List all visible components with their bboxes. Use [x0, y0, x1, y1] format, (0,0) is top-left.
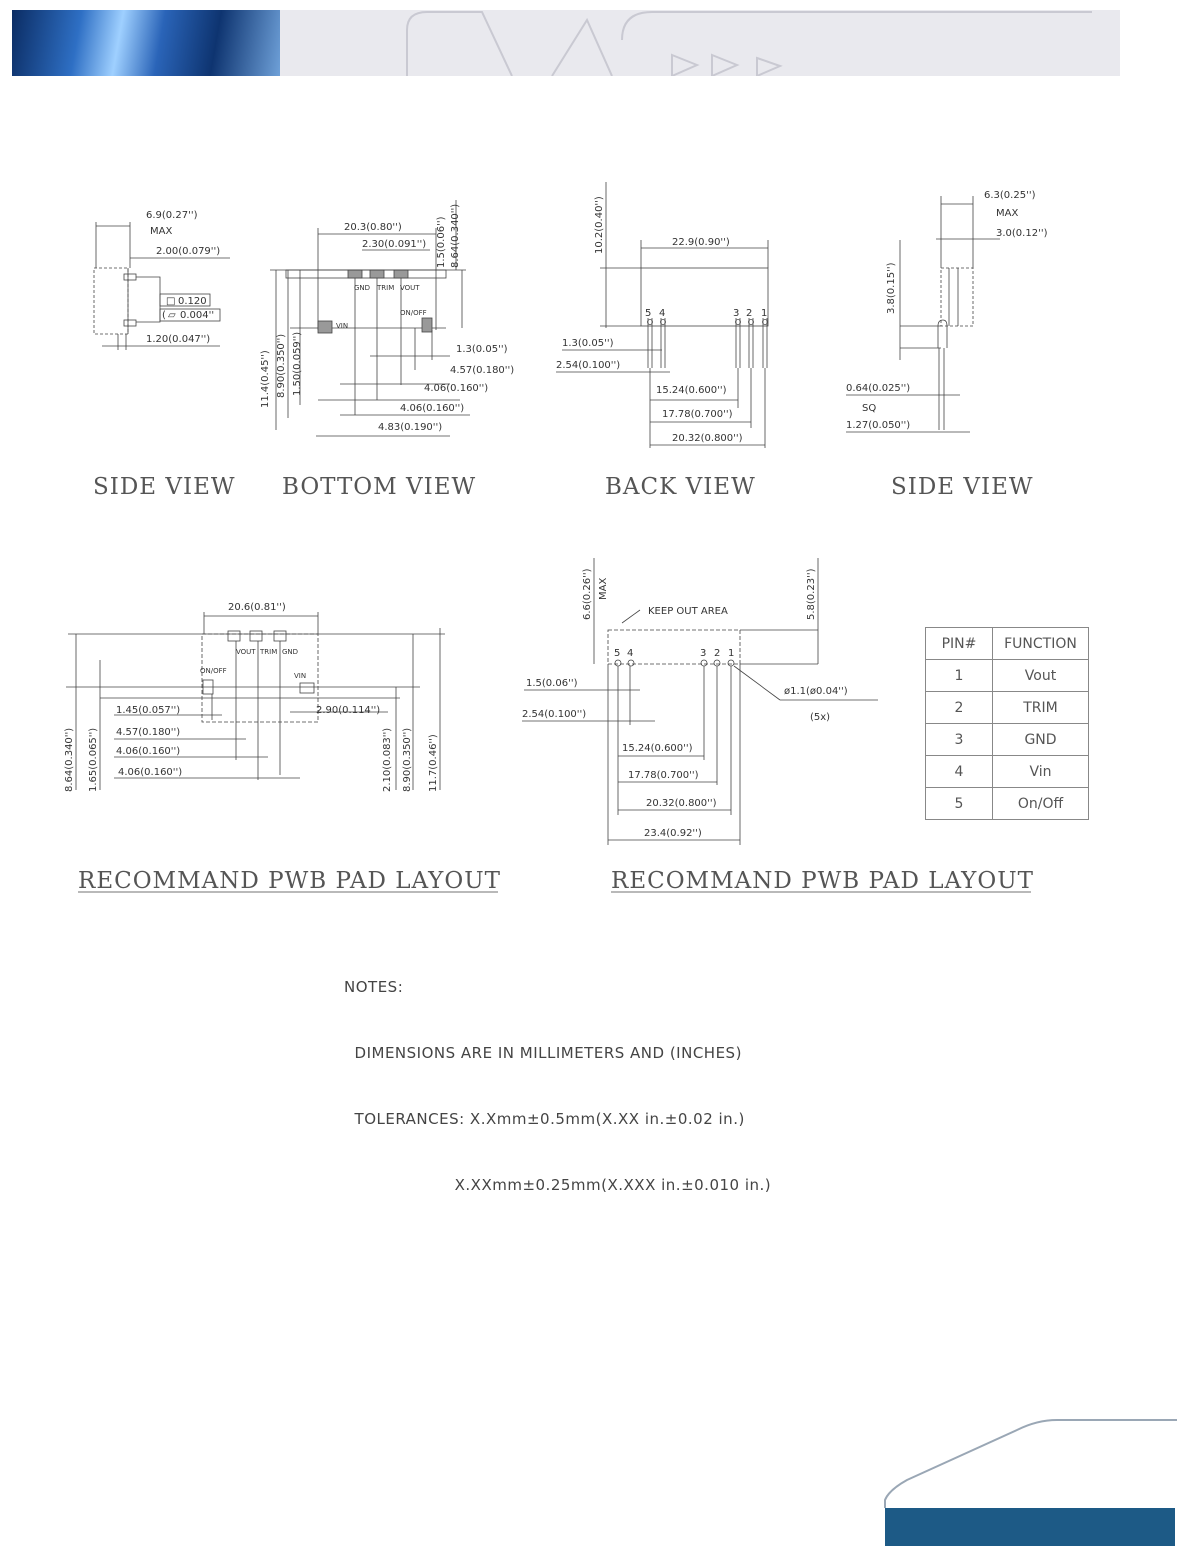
svg-text:2.30(0.091''): 2.30(0.091''): [362, 239, 427, 250]
svg-text:1.5(0.06''): 1.5(0.06''): [526, 678, 578, 689]
svg-text:□: □: [166, 296, 176, 307]
svg-text:4: 4: [659, 308, 666, 319]
svg-text:0.004'': 0.004'': [180, 310, 215, 321]
pin-number: 2: [926, 692, 993, 724]
svg-text:MAX: MAX: [598, 577, 609, 600]
svg-text:17.78(0.700''): 17.78(0.700''): [628, 770, 699, 781]
pin-number: 4: [926, 756, 993, 788]
svg-text:3.0(0.12''): 3.0(0.12''): [996, 228, 1048, 239]
table-row: [926, 660, 1089, 692]
back-view: [556, 182, 768, 500]
svg-text:ø1.1(ø0.04''): ø1.1(ø0.04''): [784, 686, 848, 697]
pad-layout-1: [64, 602, 501, 894]
svg-text:4.06(0.160''): 4.06(0.160''): [118, 767, 183, 778]
svg-text:VOUT: VOUT: [236, 648, 256, 656]
svg-text:23.4(0.92''): 23.4(0.92''): [644, 828, 702, 839]
svg-text:5.8(0.23''): 5.8(0.23''): [806, 568, 817, 620]
svg-text:SQ: SQ: [862, 403, 877, 414]
svg-text:KEEP OUT AREA: KEEP OUT AREA: [648, 606, 728, 617]
pin-function: On/Off: [993, 788, 1089, 820]
svg-text:1: 1: [728, 648, 735, 659]
svg-text:3: 3: [700, 648, 707, 659]
svg-text:11.4(0.45''): 11.4(0.45''): [260, 350, 271, 408]
notes-tolerance-2: X.XXmm±0.25mm(X.XXX in.±0.010 in.): [344, 1176, 772, 1194]
svg-text:6.9(0.27''): 6.9(0.27''): [146, 210, 198, 221]
table-header-row: [926, 628, 1089, 660]
pin-function: Vout: [993, 660, 1089, 692]
svg-text:RECOMMAND PWB PAD LAYOUT: RECOMMAND PWB PAD LAYOUT: [611, 868, 1034, 894]
pin-function: Vin: [993, 756, 1089, 788]
svg-text:2: 2: [714, 648, 721, 659]
svg-text:▱: ▱: [168, 310, 176, 321]
svg-text:0.64(0.025''): 0.64(0.025''): [846, 383, 911, 394]
svg-text:1.5(0.06''): 1.5(0.06''): [436, 216, 447, 268]
svg-text:3.8(0.15''): 3.8(0.15''): [886, 262, 897, 314]
pin-function: GND: [993, 724, 1089, 756]
svg-text:6.3(0.25''): 6.3(0.25''): [984, 190, 1036, 201]
svg-text:(: (: [162, 310, 166, 321]
notes-block: [344, 932, 771, 1218]
svg-text:BOTTOM VIEW: BOTTOM VIEW: [282, 474, 477, 500]
pin-function: TRIM: [993, 692, 1089, 724]
svg-text:4.06(0.160''): 4.06(0.160''): [400, 403, 465, 414]
svg-text:VIN: VIN: [336, 322, 349, 330]
svg-text:1.20(0.047''): 1.20(0.047''): [146, 334, 211, 345]
svg-text:15.24(0.600''): 15.24(0.600''): [656, 385, 727, 396]
svg-text:15.24(0.600''): 15.24(0.600''): [622, 743, 693, 754]
svg-text:MAX: MAX: [996, 208, 1019, 219]
svg-text:3: 3: [733, 308, 740, 319]
svg-text:2.00(0.079''): 2.00(0.079''): [156, 246, 221, 257]
svg-text:20.3(0.80''): 20.3(0.80''): [344, 222, 402, 233]
svg-text:SIDE VIEW: SIDE VIEW: [891, 474, 1034, 500]
svg-text:(5x): (5x): [810, 712, 831, 723]
header-function: FUNCTION: [993, 628, 1089, 660]
svg-text:TRIM: TRIM: [260, 648, 278, 656]
svg-text:1.27(0.050''): 1.27(0.050''): [846, 420, 911, 431]
svg-text:ON/OFF: ON/OFF: [200, 667, 227, 675]
svg-text:1.3(0.05''): 1.3(0.05''): [456, 344, 508, 355]
svg-text:10.2(0.40''): 10.2(0.40''): [594, 196, 605, 254]
svg-text:5: 5: [614, 648, 621, 659]
svg-text:4: 4: [627, 648, 634, 659]
header-pin: PIN#: [926, 628, 993, 660]
svg-text:1.45(0.057''): 1.45(0.057''): [116, 705, 181, 716]
svg-text:17.78(0.700''): 17.78(0.700''): [662, 409, 733, 420]
table-row: [926, 692, 1089, 724]
svg-text:BACK VIEW: BACK VIEW: [605, 474, 756, 500]
footer-decoration: [877, 1410, 1177, 1550]
svg-text:4.06(0.160''): 4.06(0.160''): [424, 383, 489, 394]
side-view-2: [846, 190, 1048, 500]
svg-text:GND: GND: [354, 284, 371, 292]
notes-dimensions: DIMENSIONS ARE IN MILLIMETERS AND (INCHES): [344, 1044, 742, 1062]
pin-number: 1: [926, 660, 993, 692]
side-view-1: [93, 210, 236, 500]
svg-text:5: 5: [645, 308, 652, 319]
svg-text:VIN: VIN: [294, 672, 307, 680]
notes-title: NOTES:: [344, 978, 404, 996]
svg-text:2.54(0.100''): 2.54(0.100''): [556, 360, 621, 371]
svg-text:4.06(0.160''): 4.06(0.160''): [116, 746, 181, 757]
svg-text:20.6(0.81''): 20.6(0.81''): [228, 602, 286, 613]
bottom-view: [260, 200, 514, 500]
svg-text:11.7(0.46''): 11.7(0.46''): [428, 734, 439, 792]
svg-text:4.83(0.190''): 4.83(0.190''): [378, 422, 443, 433]
svg-text:1.65(0.065''): 1.65(0.065''): [88, 727, 99, 792]
svg-text:8.90(0.350''): 8.90(0.350''): [276, 333, 287, 398]
svg-text:GND: GND: [282, 648, 299, 656]
svg-text:TRIM: TRIM: [377, 284, 395, 292]
svg-text:6.6(0.26''): 6.6(0.26''): [582, 568, 593, 620]
pin-number: 3: [926, 724, 993, 756]
svg-text:ON/OFF: ON/OFF: [400, 309, 427, 317]
svg-text:2: 2: [746, 308, 753, 319]
svg-text:1.50(0.059''): 1.50(0.059''): [292, 331, 303, 396]
svg-text:1: 1: [761, 308, 768, 319]
svg-text:RECOMMAND PWB PAD LAYOUT: RECOMMAND PWB PAD LAYOUT: [78, 868, 501, 894]
pin-function-table: [925, 627, 1089, 820]
svg-text:VOUT: VOUT: [400, 284, 420, 292]
table-row: [926, 788, 1089, 820]
svg-text:1.3(0.05''): 1.3(0.05''): [562, 338, 614, 349]
svg-text:2.10(0.083''): 2.10(0.083''): [382, 727, 393, 792]
svg-text:20.32(0.800''): 20.32(0.800''): [646, 798, 717, 809]
svg-text:8.64(0.340''): 8.64(0.340''): [450, 203, 461, 268]
svg-text:0.120: 0.120: [178, 296, 207, 307]
svg-text:SIDE VIEW: SIDE VIEW: [93, 474, 236, 500]
svg-text:4.57(0.180''): 4.57(0.180''): [450, 365, 515, 376]
svg-text:22.9(0.90''): 22.9(0.90''): [672, 237, 730, 248]
table-row: [926, 724, 1089, 756]
svg-text:8.90(0.350''): 8.90(0.350''): [402, 727, 413, 792]
svg-text:MAX: MAX: [150, 226, 173, 237]
notes-tolerance-1: TOLERANCES: X.Xmm±0.5mm(X.XX in.±0.02 in.): [344, 1110, 745, 1128]
pin-number: 5: [926, 788, 993, 820]
table-row: [926, 756, 1089, 788]
svg-text:8.64(0.340''): 8.64(0.340''): [64, 727, 75, 792]
svg-text:2.54(0.100''): 2.54(0.100''): [522, 709, 587, 720]
svg-text:20.32(0.800''): 20.32(0.800''): [672, 433, 743, 444]
svg-text:4.57(0.180''): 4.57(0.180''): [116, 727, 181, 738]
svg-text:2.90(0.114''): 2.90(0.114''): [316, 705, 381, 716]
